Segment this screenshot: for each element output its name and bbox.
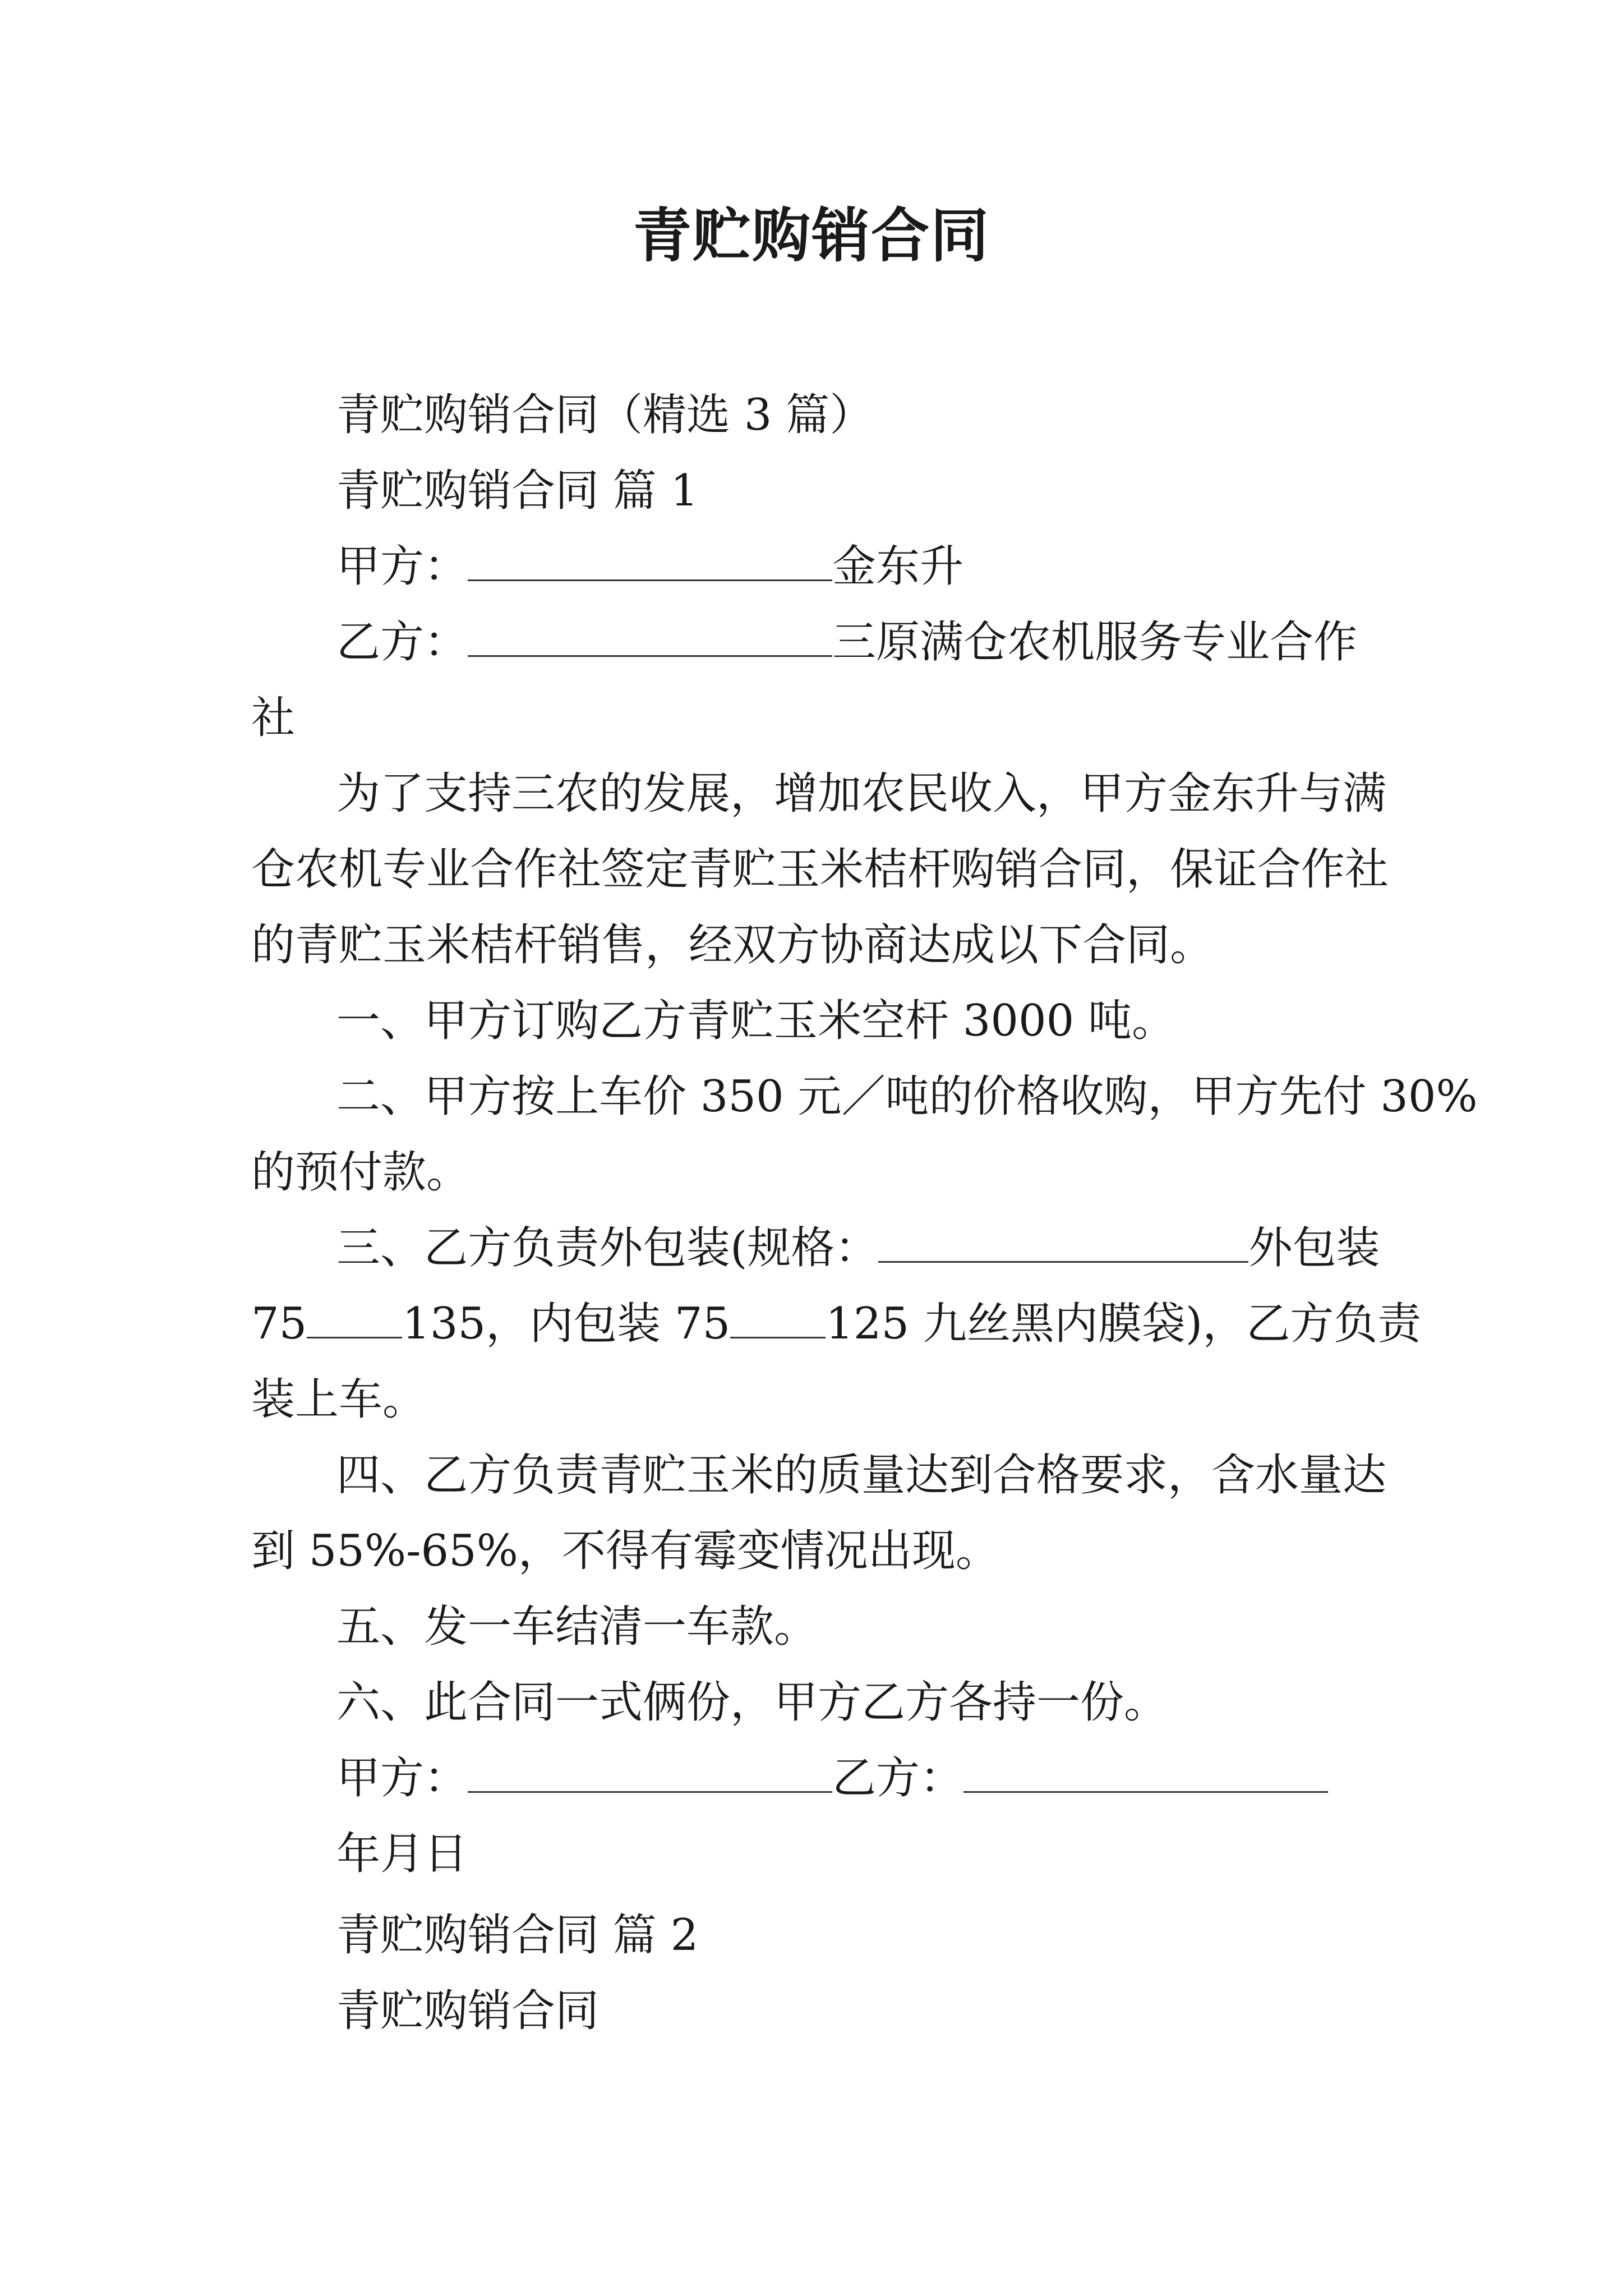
clause-3-line-2 [251, 1296, 1421, 1352]
inner-pack-range-blank [730, 1297, 826, 1338]
sign-a-label: 甲方： [336, 1753, 468, 1803]
sign-b-label: 乙方： [832, 1753, 964, 1803]
section1-heading: 青贮购销合同 篇 1 [336, 466, 699, 516]
date-line: 年月日 [336, 1829, 468, 1879]
intro-line-2: 仓农机专业合作社签定青贮玉米桔杆购销合同，保证合作社 [251, 844, 1389, 895]
intro-line-1: 为了支持三农的发展，增加农民收入，甲方金东升与满 [336, 769, 1387, 819]
document-subtitle: 青贮购销合同（精选 3 篇） [336, 390, 874, 440]
party-a-blank [468, 540, 832, 581]
outer-pack-range-blank [307, 1297, 402, 1338]
party-a-name: 金东升 [832, 541, 964, 592]
party-b-name: 三原满仓农机服务专业合作 [832, 617, 1358, 668]
intro-line-3: 的青贮玉米桔杆销售，经双方协商达成以下合同。 [251, 920, 1214, 970]
party-b-line [336, 614, 1357, 670]
clause-5: 五、发一车结清一车款。 [336, 1602, 818, 1652]
clause-2-line-1: 二、甲方按上车价 350 元／吨的价格收购，甲方先付 30% [336, 1071, 1478, 1122]
clause-2-line-2: 的预付款。 [251, 1147, 471, 1198]
party-b-name-cont: 社 [251, 693, 296, 743]
party-b-blank [468, 616, 832, 657]
signature-line [336, 1750, 1328, 1806]
spec-blank [878, 1222, 1248, 1263]
sign-a-blank [468, 1752, 832, 1793]
clause-3-line-1 [336, 1220, 1380, 1276]
document-title: 青贮购销合同 [633, 201, 990, 270]
clause-1: 一、甲方订购乙方青贮玉米空杆 3000 吨。 [336, 996, 1176, 1046]
clause-6: 六、此合同一式俩份，甲方乙方各持一份。 [336, 1677, 1168, 1728]
clause-3-suffix: 外包装 [1248, 1223, 1380, 1273]
clause-4-line-2: 到 55%-65%，不得有霉变情况出现。 [251, 1526, 999, 1576]
party-b-label: 乙方： [336, 617, 468, 668]
clause-3-prefix: 三、乙方负责外包装(规格： [336, 1223, 879, 1273]
sign-b-blank [963, 1752, 1328, 1793]
outer-inner-pack: 135，内包装 75 [402, 1299, 731, 1349]
clause-4-line-1: 四、乙方负责青贮玉米的质量达到合格要求，含水量达 [336, 1450, 1387, 1501]
inner-pack-detail: 125 九丝黑内膜袋)，乙方负责 [826, 1299, 1422, 1349]
section2-heading: 青贮购销合同 篇 2 [336, 1910, 699, 1961]
outer-pack-min: 75 [251, 1299, 307, 1349]
party-a-label: 甲方： [336, 541, 468, 592]
party-a-line [336, 539, 963, 595]
section2-title: 青贮购销合同 [336, 1986, 600, 2036]
clause-3-line-3: 装上车。 [251, 1374, 427, 1425]
